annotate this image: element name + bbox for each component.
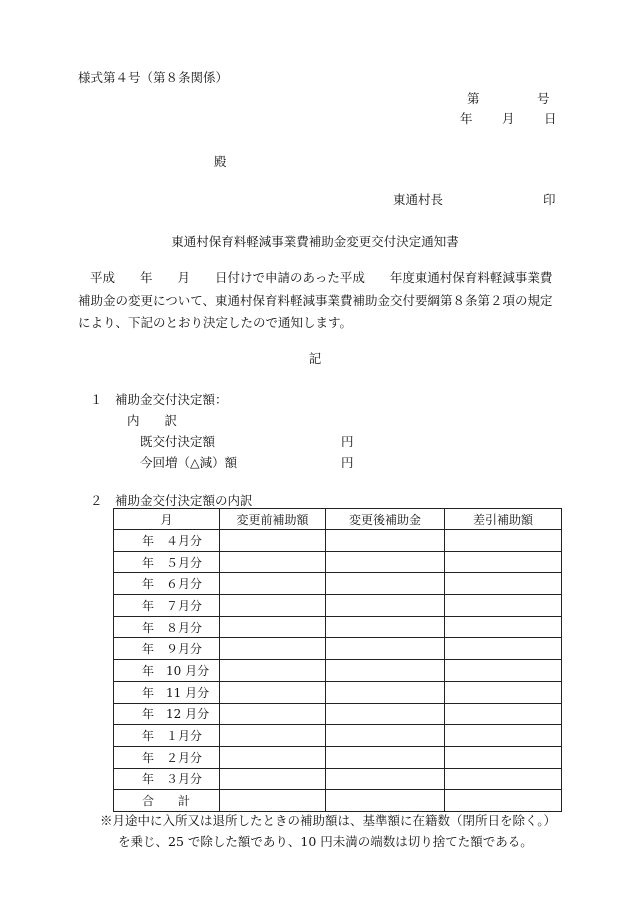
table-row	[114, 660, 562, 682]
amount-cell[interactable]	[326, 551, 445, 573]
date-day: 日	[544, 111, 557, 126]
column-header: 月	[114, 509, 220, 530]
breakdown-table	[113, 508, 562, 812]
amount-cell[interactable]	[220, 530, 326, 552]
amount-cell[interactable]	[445, 746, 562, 768]
month-cell: 年 ９月分	[114, 638, 220, 660]
amount-cell[interactable]	[220, 660, 326, 682]
amount-cell[interactable]	[445, 725, 562, 747]
month-cell: 年 ７月分	[114, 595, 220, 617]
body-text	[78, 267, 558, 335]
month-cell: 年 ２月分	[114, 746, 220, 768]
amount-cell[interactable]	[220, 616, 326, 638]
amount-cell[interactable]	[220, 573, 326, 595]
date-month: 月	[502, 111, 515, 126]
amount-cell[interactable]	[445, 681, 562, 703]
table-row	[114, 551, 562, 573]
total-label-cell: 合 計	[114, 790, 220, 812]
footnote-line-1: ※月途中に入所又は退所したときの補助額は、基準額に在籍数（閉所日を除く。）	[100, 813, 557, 828]
amount-cell[interactable]	[445, 703, 562, 725]
amount-cell[interactable]	[326, 746, 445, 768]
addressee-suffix: 殿	[214, 154, 227, 169]
amount-cell[interactable]	[326, 573, 445, 595]
amount-cell[interactable]	[326, 616, 445, 638]
table-header-row	[114, 509, 562, 530]
table-total-row	[114, 790, 562, 812]
document-title: 東通村保育料軽減事業費補助金変更交付決定通知書	[171, 234, 459, 249]
month-cell: 年 10 月分	[114, 660, 220, 682]
breakdown-label: 内 訳	[127, 413, 178, 428]
amount-cell[interactable]	[445, 616, 562, 638]
item-unit: 円	[341, 455, 354, 470]
month-cell: 年 ５月分	[114, 551, 220, 573]
month-cell: 年 12 月分	[114, 703, 220, 725]
amount-cell[interactable]	[220, 703, 326, 725]
amount-cell[interactable]	[220, 768, 326, 790]
amount-cell[interactable]	[326, 725, 445, 747]
section-2-heading: ２ 補助金交付決定額の内訳	[90, 493, 253, 508]
total-cell[interactable]	[220, 790, 326, 812]
footnote	[100, 810, 556, 852]
body-line-1: 平成 年 月 日付けで申請のあった平成 年度東通村保育料軽減事業費	[90, 270, 553, 285]
table-row	[114, 595, 562, 617]
section-1-heading: １ 補助金交付決定額：	[90, 392, 228, 407]
amount-cell[interactable]	[326, 595, 445, 617]
amount-cell[interactable]	[445, 595, 562, 617]
month-cell: 年 ８月分	[114, 616, 220, 638]
amount-cell[interactable]	[220, 595, 326, 617]
amount-cell[interactable]	[445, 768, 562, 790]
table-row	[114, 746, 562, 768]
month-cell: 年 １月分	[114, 725, 220, 747]
footnote-line-2: を乗じ、25 で除した額であり、10 円未満の端数は切り捨てた額である。	[118, 834, 533, 849]
amount-cell[interactable]	[445, 551, 562, 573]
amount-cell[interactable]	[445, 660, 562, 682]
body-line-2: 補助金の変更について、東通村保育料軽減事業費補助金交付要綱第８条第２項の規定	[78, 292, 553, 308]
column-header: 差引補助額	[445, 509, 562, 530]
month-cell: 年 ４月分	[114, 530, 220, 552]
amount-cell[interactable]	[326, 703, 445, 725]
table-row	[114, 725, 562, 747]
amount-cell[interactable]	[220, 638, 326, 660]
sender-name: 東通村長	[393, 192, 444, 207]
table-row	[114, 616, 562, 638]
amount-cell[interactable]	[445, 573, 562, 595]
table-row	[114, 681, 562, 703]
amount-cell[interactable]	[445, 638, 562, 660]
column-header: 変更前補助額	[220, 509, 326, 530]
total-cell[interactable]	[326, 790, 445, 812]
amount-cell[interactable]	[220, 725, 326, 747]
table-row	[114, 703, 562, 725]
ki-heading: 記	[308, 351, 322, 366]
form-number: 様式第４号（第８条関係）	[78, 70, 229, 85]
amount-cell[interactable]	[326, 681, 445, 703]
item-unit: 円	[341, 434, 354, 449]
month-cell: 年 ３月分	[114, 768, 220, 790]
table-row	[114, 638, 562, 660]
amount-cell[interactable]	[326, 660, 445, 682]
amount-cell[interactable]	[326, 768, 445, 790]
doc-number-prefix: 第	[467, 91, 480, 106]
table-row	[114, 573, 562, 595]
date-year: 年	[460, 111, 473, 126]
amount-cell[interactable]	[445, 530, 562, 552]
month-cell: 年 11 月分	[114, 681, 220, 703]
month-cell: 年 ６月分	[114, 573, 220, 595]
amount-cell[interactable]	[220, 551, 326, 573]
amount-cell[interactable]	[326, 638, 445, 660]
column-header: 変更後補助金	[326, 509, 445, 530]
doc-number-suffix: 号	[537, 91, 550, 106]
amount-cell[interactable]	[220, 746, 326, 768]
body-line-3: により、下記のとおり決定したので通知します。	[78, 315, 353, 330]
item-label: 既交付決定額	[140, 434, 216, 449]
total-cell[interactable]	[445, 790, 562, 812]
amount-cell[interactable]	[326, 530, 445, 552]
table-row	[114, 530, 562, 552]
item-label: 今回増（△減）額	[140, 455, 238, 470]
table-row	[114, 768, 562, 790]
seal-mark: 印	[543, 192, 556, 207]
amount-cell[interactable]	[220, 681, 326, 703]
